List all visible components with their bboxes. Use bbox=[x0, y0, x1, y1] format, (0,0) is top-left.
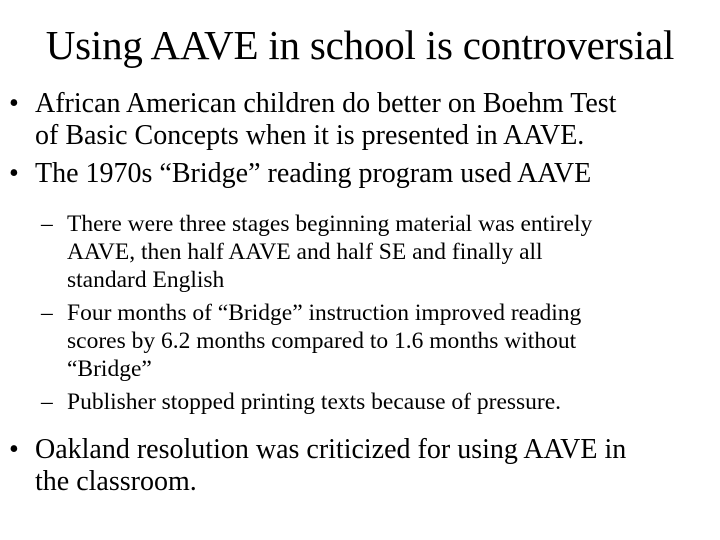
sub-bullet-item-reading-scores bbox=[0, 299, 720, 383]
bullet-item-oakland-resolution bbox=[0, 434, 720, 498]
sub-bullet-text-line: There were three stages beginning material was entirely bbox=[67, 211, 593, 237]
bullet-text-line: African American children do better on Boehm Test bbox=[35, 88, 617, 119]
sub-bullet-text-line: Four months of “Bridge” instruction improved reading bbox=[67, 300, 582, 326]
sub-bullet-marker: – bbox=[41, 300, 53, 326]
sub-bullet-text-line: scores by 6.2 months compared to 1.6 months without bbox=[67, 328, 577, 354]
sub-bullet-item-three-stages bbox=[0, 210, 720, 294]
bullet-text-line: of Basic Concepts when it is presented in AAVE. bbox=[35, 120, 585, 151]
sub-bullet-text-line: standard English bbox=[67, 267, 225, 293]
slide-title: Using AAVE in school is controversial bbox=[45, 22, 675, 68]
bullet-item-boehm-test bbox=[0, 88, 720, 152]
sub-bullet-list bbox=[0, 210, 720, 416]
bullet-text-line: Oakland resolution was criticized for using AAVE in bbox=[35, 434, 627, 465]
sub-bullet-text-line: “Bridge” bbox=[67, 356, 152, 382]
bullet-text-line: the classroom. bbox=[35, 466, 197, 497]
sub-bullet-item-publisher bbox=[0, 388, 720, 416]
bullet-list bbox=[0, 88, 720, 504]
sub-bullet-text-line: Publisher stopped printing texts because of pressure. bbox=[67, 389, 562, 415]
bullet-marker: • bbox=[9, 158, 19, 189]
sub-bullet-marker: – bbox=[41, 211, 53, 237]
bullet-marker: • bbox=[9, 434, 19, 465]
bullet-text-line: The 1970s “Bridge” reading program used AAVE bbox=[35, 158, 592, 189]
sub-bullet-marker: – bbox=[41, 389, 53, 415]
sub-bullet-text-line: AAVE, then half AAVE and half SE and finally all bbox=[67, 239, 543, 265]
bullet-marker: • bbox=[9, 88, 19, 119]
bullet-item-bridge-program bbox=[0, 158, 720, 190]
